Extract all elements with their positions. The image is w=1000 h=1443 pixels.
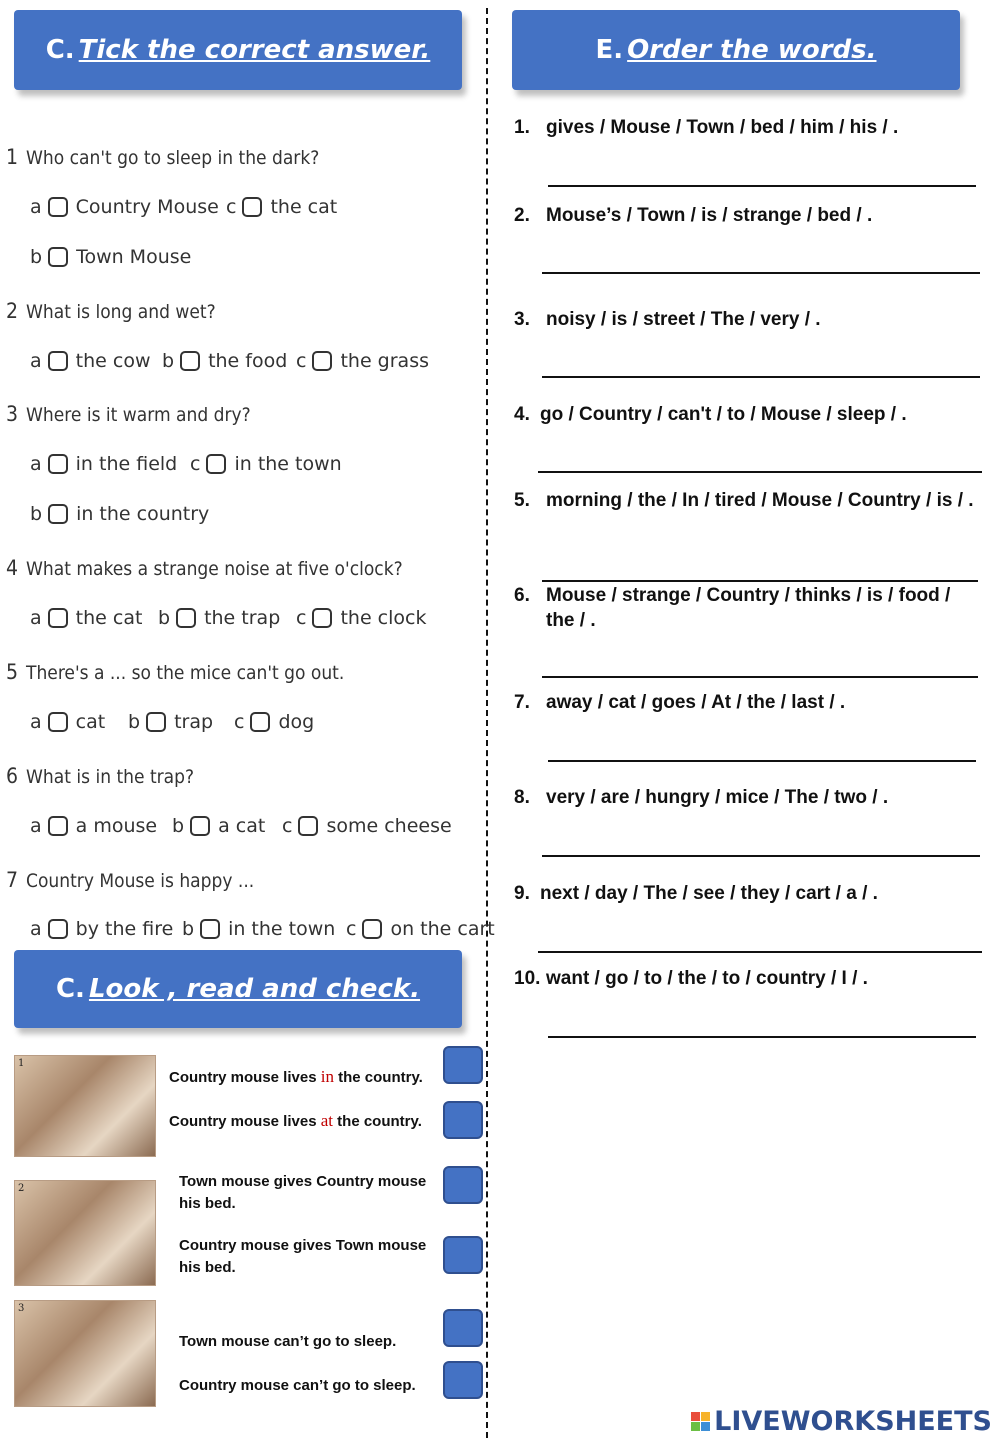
order-item-3: 3. noisy / is / street / The / very / . (514, 309, 821, 330)
checkbox[interactable] (48, 247, 68, 267)
option-1a[interactable]: a Country Mouse (30, 196, 219, 218)
check-box-1[interactable] (443, 1046, 483, 1084)
checkbox[interactable] (176, 608, 196, 628)
answer-line-2[interactable] (542, 272, 980, 274)
check-box-3[interactable] (443, 1166, 483, 1204)
check-statement-5: Town mouse can’t go to sleep. (179, 1333, 397, 1350)
option-4a[interactable]: a the cat (30, 607, 143, 629)
question-1: 1 Who can't go to sleep in the dark? (6, 145, 320, 169)
option-4c[interactable]: c the clock (296, 607, 427, 629)
section-title: Tick the correct answer. (78, 35, 431, 65)
option-7a[interactable]: a by the fire (30, 918, 174, 940)
order-item-10: 10. want / go / to / the / to / country / I / . (514, 968, 868, 989)
checkbox[interactable] (200, 919, 220, 939)
question-6: 6 What is in the trap? (6, 764, 195, 788)
answer-line-4[interactable] (538, 471, 982, 473)
option-3a[interactable]: a in the field (30, 453, 178, 475)
answer-line-7[interactable] (548, 760, 976, 762)
order-item-4: 4. go / Country / can't / to / Mouse / sleep / . (514, 404, 907, 425)
logo-icon (691, 1412, 710, 1431)
answer-line-10[interactable] (548, 1036, 976, 1038)
option-2c[interactable]: c the grass (296, 350, 429, 372)
option-5b[interactable]: b trap (128, 711, 214, 733)
check-statement-6: Country mouse can’t go to sleep. (179, 1377, 416, 1394)
option-5c[interactable]: c dog (234, 711, 315, 733)
question-7: 7 Country Mouse is happy ... (6, 868, 255, 892)
option-6a[interactable]: a a mouse (30, 815, 158, 837)
option-2a[interactable]: a the cow (30, 350, 151, 372)
check-box-4[interactable] (443, 1236, 483, 1274)
section-c-tick-banner (14, 10, 462, 90)
order-item-5: 5. morning / the / In / tired / Mouse / Country / is / . (514, 490, 974, 511)
story-picture-1: 1 (14, 1055, 156, 1157)
section-letter: E. (595, 35, 624, 65)
checkbox[interactable] (250, 712, 270, 732)
option-7b[interactable]: b in the town (182, 918, 336, 940)
checkbox[interactable] (312, 608, 332, 628)
option-3b[interactable]: b in the country (30, 503, 210, 525)
section-title: Order the words. (627, 35, 877, 65)
section-c-check-banner (14, 950, 462, 1028)
order-item-9: 9. next / day / The / see / they / cart / a / . (514, 883, 878, 904)
section-letter: C. (55, 974, 85, 1004)
question-5: 5 There's a ... so the mice can't go out. (6, 660, 345, 684)
option-5a[interactable]: a cat (30, 711, 106, 733)
option-4b[interactable]: b the trap (158, 607, 281, 629)
option-1b[interactable]: b Town Mouse (30, 246, 192, 268)
checkbox[interactable] (48, 351, 68, 371)
checkbox[interactable] (190, 816, 210, 836)
logo-text: LIVEWORKSHEETS (714, 1406, 992, 1437)
liveworksheets-logo (691, 1406, 992, 1437)
checkbox[interactable] (180, 351, 200, 371)
answer-line-9[interactable] (538, 951, 982, 953)
question-3: 3 Where is it warm and dry? (6, 402, 251, 426)
checkbox[interactable] (48, 919, 68, 939)
question-4: 4 What makes a strange noise at five o'clock? (6, 556, 403, 580)
check-statement-2: Country mouse lives at the country. (169, 1111, 422, 1130)
checkbox[interactable] (146, 712, 166, 732)
section-e-order-banner (512, 10, 960, 90)
option-6c[interactable]: c some cheese (282, 815, 452, 837)
check-statement-3: Town mouse gives Country mouse his bed. (179, 1173, 427, 1212)
checkbox[interactable] (298, 816, 318, 836)
column-divider (486, 8, 488, 1438)
check-box-6[interactable] (443, 1361, 483, 1399)
answer-line-5[interactable] (542, 580, 978, 582)
checkbox[interactable] (48, 197, 68, 217)
answer-line-6[interactable] (542, 676, 978, 678)
checkbox[interactable] (206, 454, 226, 474)
order-item-1: 1. gives / Mouse / Town / bed / him / his / . (514, 117, 899, 138)
checkbox[interactable] (48, 504, 68, 524)
order-item-2: 2. Mouse’s / Town / is / strange / bed / . (514, 205, 873, 226)
checkbox[interactable] (242, 197, 262, 217)
order-item-7: 7. away / cat / goes / At / the / last / . (514, 692, 846, 713)
checkbox[interactable] (362, 919, 382, 939)
option-1c[interactable]: c the cat (226, 196, 338, 218)
checkbox[interactable] (48, 816, 68, 836)
check-box-5[interactable] (443, 1309, 483, 1347)
check-statement-1: Country mouse lives in the country. (169, 1067, 423, 1086)
option-6b[interactable]: b a cat (172, 815, 266, 837)
section-title: Look , read and check. (88, 974, 421, 1004)
option-2b[interactable]: b the food (162, 350, 288, 372)
answer-line-1[interactable] (548, 185, 976, 187)
checkbox[interactable] (48, 712, 68, 732)
question-2: 2 What is long and wet? (6, 299, 216, 323)
answer-line-8[interactable] (542, 855, 980, 857)
check-box-2[interactable] (443, 1101, 483, 1139)
checkbox[interactable] (48, 454, 68, 474)
check-statement-4: Country mouse gives Town mouse his bed. (179, 1237, 427, 1276)
answer-line-3[interactable] (542, 376, 980, 378)
option-7c[interactable]: c on the cart (346, 918, 495, 940)
option-3c[interactable]: c in the town (190, 453, 342, 475)
order-item-6: 6. Mouse / strange / Country / thinks / is / food / the / . (514, 585, 951, 631)
checkbox[interactable] (312, 351, 332, 371)
story-picture-3: 3 (14, 1300, 156, 1407)
story-picture-2: 2 (14, 1180, 156, 1286)
section-letter: C. (45, 35, 75, 65)
order-item-8: 8. very / are / hungry / mice / The / two / . (514, 787, 889, 808)
checkbox[interactable] (48, 608, 68, 628)
